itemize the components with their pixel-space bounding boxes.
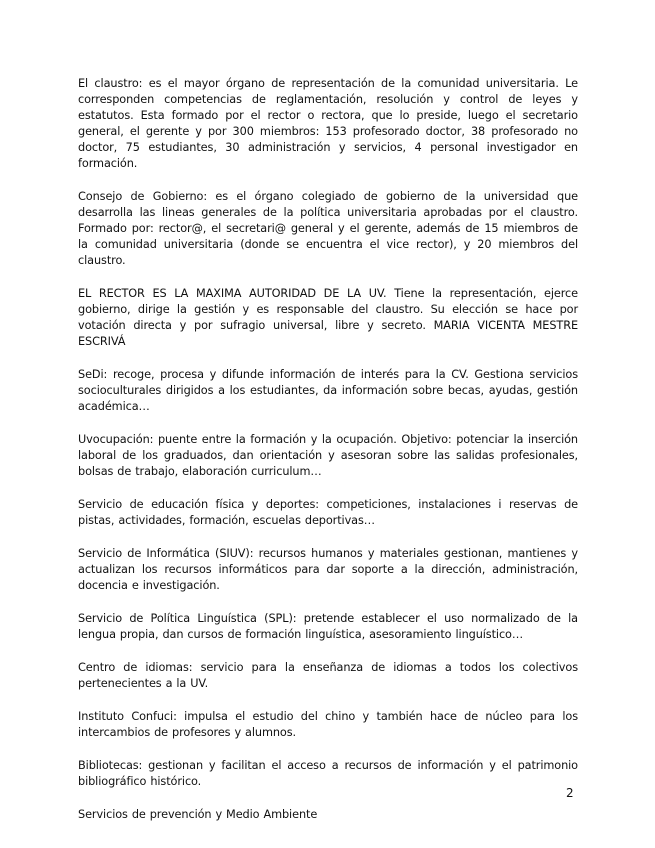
paragraph-centro-idiomas: Centro de idiomas: servicio para la enseñanza de idiomas a todos los colectivos pertenecientes a la UV. [78, 661, 578, 690]
paragraph-uvocupacion: Uvocupación: puente entre la formación y la ocupación. Objetivo: potenciar la inserción laboral de los graduados, dan orientación y asesoran sobre las salidas profesionales, bolsas de trabajo, elaboración curriculum… [78, 433, 578, 478]
paragraph-informatica: Servicio de Informática (SIUV): recursos humanos y materiales gestionan, mantienes y actualizan los recursos informáticos para dar soporte a la dirección, administración, docencia e investigación. [78, 547, 578, 592]
paragraph-rector: EL RECTOR ES LA MAXIMA AUTORIDAD DE LA UV. Tiene la representación, ejerce gobierno, dirige la gestión y es responsable del claustro. Su elección se hace por votación directa y por sufragio universal, libre y secreto. MARIA VICENTA MESTRE ESCRIVÁ [78, 287, 578, 348]
page-number: 2 [566, 786, 574, 800]
paragraph-instituto-confuci: Instituto Confuci: impulsa el estudio del chino y también hace de núcleo para los intercambios de profesores y alumnos. [78, 710, 578, 739]
paragraph-deportes: Servicio de educación física y deportes: competiciones, instalaciones i reservas de pistas, actividades, formación, escuelas deportivas… [78, 498, 578, 527]
paragraph-claustro: El claustro: es el mayor órgano de representación de la comunidad universitaria. Le corresponden competencias de reglamentación, resolución y control de leyes y estatutos. Esta formado por el rector o rectora, que lo preside, luego el secretario general, el gerente y por 300 miembros: 153 profesorado doctor, 38 profesorado no doctor, 75 estudiantes, 30 administración y servicios, 4 personal investigador en formación. [78, 77, 578, 170]
page-content [78, 76, 578, 840]
paragraph-sedi: SeDi: recoge, procesa y difunde información de interés para la CV. Gestiona servicios socioculturales dirigidos a los estudiantes, da información sobre becas, ayudas, gestión académica… [78, 368, 578, 413]
paragraph-politica-linguistica: Servicio de Política Linguística (SPL): pretende establecer el uso normalizado de la lengua propia, dan cursos de formación linguística, asesoramiento linguístico… [78, 612, 578, 641]
paragraph-prevencion: Servicios de prevención y Medio Ambiente [78, 808, 318, 821]
paragraph-consejo-gobierno: Consejo de Gobierno: es el órgano colegiado de gobierno de la universidad que desarrolla las lineas generales de la política universitaria aprobadas por el claustro. Formado por: rector@, el secretari@ general y el gerente, además de 15 miembros de la comunidad universitaria (donde se encuentra el vice rector), y 20 miembros del claustro. [78, 190, 578, 267]
paragraph-bibliotecas: Bibliotecas: gestionan y facilitan el acceso a recursos de información y el patrimonio bibliográfico histórico. [78, 759, 578, 788]
